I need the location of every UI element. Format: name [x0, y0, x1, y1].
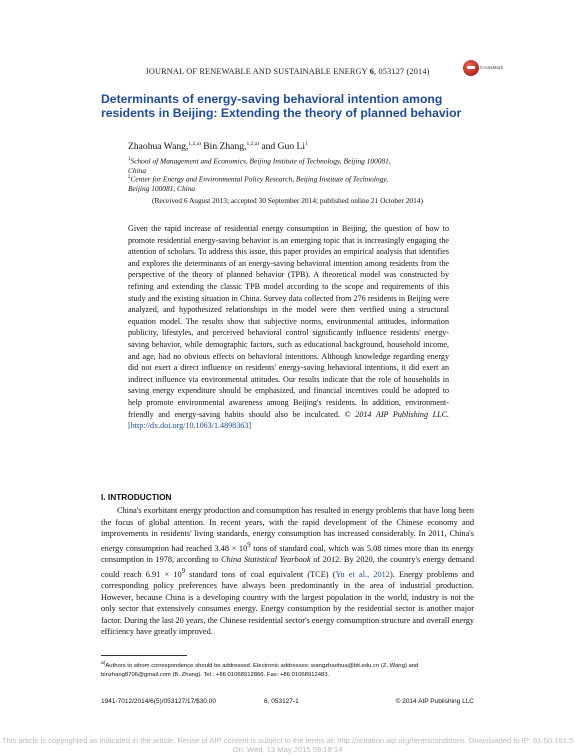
body-text: ). Energy problems and corresponding policy preferences have always been predominantly in the area of industrial production. However, because China is a developing country with the largest population in the world, industry is not the only sector that extensively consumes energy. Energy consumption by the residential sector is another major factor. During the last 20 years, the Chinese residential sector's energy consumption structure and overall energy efficiency have greatly improved. [101, 569, 474, 637]
citation-link[interactable]: Yu et al., 2012 [335, 569, 390, 579]
journal-volume: 6 [369, 67, 375, 76]
abstract-copyright: © 2014 AIP Publishing LLC. [344, 409, 449, 419]
affiliation-2 [128, 173, 468, 193]
watermark-line: On: Wed, 13 May 2015 09:19:14 [232, 745, 343, 755]
abstract-text: Given the rapid increase of residential energy consumption in Beijing, the question of how to promote residential energy-saving behavior is an emerging topic that is increasingly engaging the attention of scholars. To address this issue, this paper provides an empirical analysis that identifies and explores the determinants of an energy-saving behavioral intention among residents from the perspective of the theory of planned behavior (TPB). A theoretical model was constructed by refining and extending the classic TPB model according to the scope and requirements of this study and the existing situation in China. Survey data collected from 276 residents in Beijing were analyzed, and hypothesized relationships in the model were then verified using a structural equation model. The results show that subjective norms, environmental attitudes, information publicity, lifestyles, and perceived behavioral control significantly influence residents' energy-saving behavior, while demographic factors, such as educational background, household income, and age, had no obvious effects on behavioral intentions. Although knowledge regarding energy did not exert a direct influence on residents' energy-saving behavioral intentions, it did exert an indirect influence via environmental attitudes. Our results indicate that the role of households in saving energy expenditure should be emphasized, and financial incentives could be adopted to help promote environmental awareness among Beijing's residents. In addition, environment-friendly and energy-saving habits should also be inculcated. [128, 224, 449, 419]
author-affil-mark: 1,2,a) [246, 141, 259, 147]
body-text: of 2012. By 2020, the country's energy demand could reach 6.91 × 10 [101, 555, 474, 579]
author-affil-mark: 1,2,a) [188, 141, 201, 147]
body-text: tons of standard coal, which was 5.08 times more than its energy consumption in 1978, according to [101, 543, 475, 565]
affiliation-line: School of Management and Economics, Beijing Institute of Technology, Beijing 100081, [130, 156, 391, 166]
affiliation-line: Center for Energy and Environmental Policy Research, Beijing Institute of Technology, [130, 174, 389, 184]
yearbook-title: China Statistical Yearbook [220, 555, 311, 565]
exponent: 9 [181, 567, 186, 575]
download-watermark [0, 736, 575, 754]
footer-copyright: © 2014 AIP Publishing LLC [395, 698, 474, 705]
affiliation-line: Beijing 100081, China [128, 183, 196, 193]
abstract [128, 223, 449, 432]
body-text: China's exorbitant energy production and consumption has resulted in energy problems that have long been the focus of global attention. In recent years, with the rapid development of the Chinese economy and improvements in residents' living standards, energy consumption has increased considerably. In 2011, China's energy consumption had reached 3.48 × 10 [101, 506, 474, 553]
watermark-line: This article is copyrighted as indicated in the article. Reuse of AIP content is subject to the terms at: http://scitation.aip.org/termsconditions. Downloaded to IP: 61.50.161.5 [1, 736, 574, 745]
author-name: Bin Zhang, [203, 141, 247, 153]
author-name: Zhaohua Wang, [128, 141, 189, 153]
crossmark-label: CrossMark [480, 66, 504, 71]
affiliation-mark: 1 [128, 157, 131, 162]
journal-name: JOURNAL OF RENEWABLE AND SUSTAINABLE ENERGY [145, 67, 368, 76]
doi-link[interactable]: [http://dx.doi.org/10.1063/1.4898363] [128, 421, 252, 431]
author-list [128, 141, 308, 152]
footnote-mark: a) [101, 661, 106, 666]
crossmark-icon [463, 60, 479, 76]
exponent: 9 [247, 541, 251, 549]
footnote-text: Authors to whom correspondence should be addressed. Electronic addresses: wangzhaohua@bit.edu.cn (Z. Wang) and binzhang8706@gmail.com (B. Zhang). Tel.: +86 01068912866. Fax: +86 01068912483. [101, 662, 419, 678]
affiliation-line: China [128, 165, 147, 175]
footnote-divider [101, 655, 187, 656]
journal-article: , 053127 (2014) [374, 67, 430, 76]
author-name: and Guo Li [261, 141, 306, 153]
affiliation-mark: 2 [128, 175, 131, 180]
body-text: standard tons of coal equivalent (TCE) ( [185, 569, 336, 579]
footnote [101, 659, 474, 680]
author-affil-mark: 1 [305, 141, 308, 147]
footer-issn: 1941-7012/2014/6(5)/053127/17/$30.00 [101, 698, 216, 705]
crossmark-badge[interactable] [462, 58, 504, 80]
article-title: Determinants of energy-saving behavioral intention among residents in Beijing: Extending the theory of planned behavior [101, 92, 462, 121]
intro-paragraph [101, 505, 474, 638]
page-footer [101, 698, 474, 708]
section-heading: I. INTRODUCTION [101, 492, 172, 502]
received-dates: (Received 6 August 2013; accepted 30 September 2014; published online 21 October 2014) [152, 196, 423, 205]
footer-page-number: 6, 053127-1 [264, 698, 299, 705]
